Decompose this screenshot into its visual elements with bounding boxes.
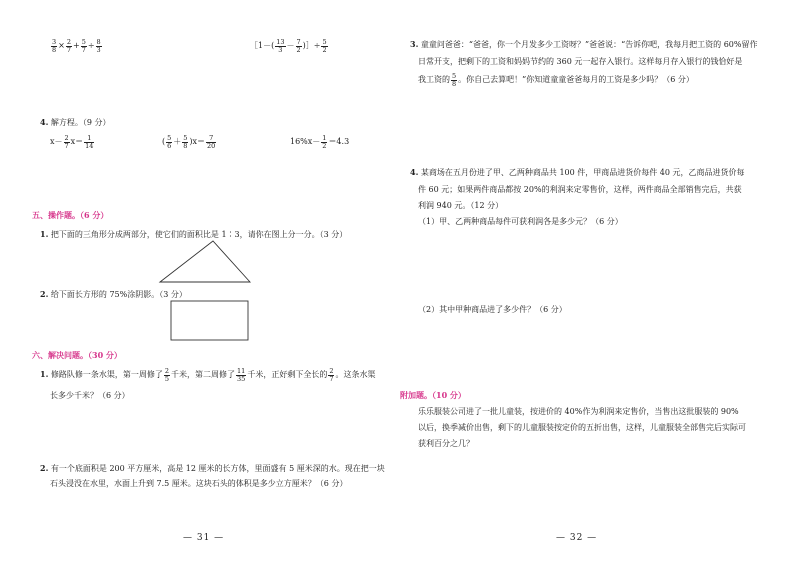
fraction: $\frac{2}{7}$ bbox=[64, 133, 69, 150]
fraction: $\frac{13}{3}$ bbox=[276, 37, 285, 54]
equation-2: ( $\frac{5}{6}$ ＋ $\frac{5}{8}$ )x＝ $\frac{7}{20}$ bbox=[162, 133, 216, 150]
right-question-4-line-2: 件 60 元；如果两件商品都按 20%的利润来定零售价，这样，两件商品全部销售完后，共获 bbox=[418, 185, 742, 194]
fraction: $\frac{2}{7}$ bbox=[66, 37, 71, 54]
section-5-question-2: 2. 给下面长方形的 75%涂阴影。（3 分） bbox=[40, 289, 187, 299]
fraction: $\frac{2}{7}$ bbox=[329, 366, 334, 383]
bonus-line-1: 乐乐服装公司进了一批儿童装，按进价的 40%作为利润来定售价，当售出这批服装的 90% bbox=[418, 407, 739, 416]
page-number-left: — 31 — bbox=[183, 533, 225, 543]
bonus-heading: 附加题。（10 分） bbox=[400, 390, 466, 400]
section-6-question-2: 2. 有一个底面积是 200 平方厘米，高是 12 厘米的长方体，里面盛有 5 厘米深的水。现在把一块 bbox=[40, 463, 385, 473]
calc-expression-1: $\frac{3}{8}$ × $\frac{2}{7}$ + $\frac{5}{7}$ ÷ $\frac{8}{3}$ bbox=[52, 37, 101, 54]
right-question-4-sub-2: （2）其中甲种商品进了多少件？（6 分） bbox=[418, 305, 567, 314]
fraction: $\frac{2}{5}$ bbox=[164, 366, 170, 383]
bonus-line-3: 获利百分之几？ bbox=[418, 439, 474, 448]
section-6-question-2-line-2: 石头浸没在水里，水面上升到 7.5 厘米。这块石头的体积是多少立方厘米？（6 分） bbox=[50, 479, 348, 488]
section-5-heading: 五、操作题。（6 分） bbox=[32, 210, 109, 220]
page-number-right: — 32 — bbox=[556, 533, 598, 543]
fraction: $\frac{7}{20}$ bbox=[207, 133, 216, 150]
right-question-3-line-3: 我工资的 $\frac{5}{8}$ 。你自己去算吧！”你知道童童爸爸每月的工资是多少吗？（6 分） bbox=[418, 71, 694, 88]
fraction: $\frac{3}{8}$ bbox=[52, 37, 57, 54]
section-6-question-1-line-2: 长多少千米？（6 分） bbox=[50, 391, 130, 400]
fraction: $\frac{7}{2}$ bbox=[296, 37, 301, 54]
fraction: $\frac{1}{2}$ bbox=[322, 133, 327, 150]
right-question-4-sub-1: （1）甲、乙两种商品每件可获利润各是多少元？（6 分） bbox=[418, 217, 623, 226]
fraction: $\frac{5}{2}$ bbox=[322, 37, 327, 54]
fraction: $\frac{5}{6}$ bbox=[167, 133, 172, 150]
section-5-question-1: 1. 把下面的三角形分成两部分，使它们的面积比是 1∶3，请你在图上分一分。（3 分） bbox=[40, 229, 348, 239]
rectangle-figure bbox=[170, 300, 250, 342]
fraction: $\frac{5}{8}$ bbox=[183, 133, 188, 150]
fraction: $\frac{11}{35}$ bbox=[237, 366, 246, 383]
section-6-question-1: 1. 修路队修一条水渠，第一周修了 $\frac{2}{5}$ 千米，第二周修了 $\frac{11}{35}$ 千米，正好剩下全长的 $\frac{2}{7}$ 。这条水渠 bbox=[40, 366, 376, 383]
fraction: $\frac{8}{3}$ bbox=[96, 37, 101, 54]
section-6-heading: 六、解决问题。（30 分） bbox=[32, 350, 122, 360]
right-question-4: 4. 某商场在五月份进了甲、乙两种商品共 100 件，甲商品进货价每件 40 元，乙商品进货价每 bbox=[410, 167, 745, 177]
question-4-title: 4. 解方程。（9 分） bbox=[40, 117, 111, 127]
fraction: $\frac{1}{14}$ bbox=[85, 133, 94, 150]
rectangle-shape bbox=[171, 301, 248, 340]
right-question-3: 3. 童童问爸爸：“爸爸，你一个月发多少工资呀？”爸爸说：“告诉你吧，我每月把工资的 60%留作 bbox=[410, 39, 758, 49]
equation-1: x－ $\frac{2}{7}$ x＝ $\frac{1}{14}$ bbox=[50, 133, 94, 150]
calc-expression-2: ［1－( $\frac{13}{3}$ － $\frac{7}{2}$ )］÷ $\frac{5}{2}$ bbox=[250, 37, 327, 54]
fraction: $\frac{5}{8}$ bbox=[452, 71, 457, 88]
right-question-4-line-3: 利润 940 元。（12 分） bbox=[418, 201, 504, 210]
fraction: $\frac{5}{7}$ bbox=[81, 37, 86, 54]
equation-3: 16%x－ $\frac{1}{2}$ ＝4.3 bbox=[290, 133, 350, 150]
bonus-line-2: 以后，换季减价出售，剩下的儿童服装按定价的五折出售，这样，儿童服装全部售完后实际可 bbox=[418, 423, 746, 432]
triangle-figure bbox=[158, 238, 252, 284]
right-question-3-line-2: 日常开支，把剩下的工资和妈妈节约的 360 元一起存入银行。这样每月存入银行的钱恰好是 bbox=[418, 57, 743, 66]
triangle-shape bbox=[160, 241, 250, 282]
